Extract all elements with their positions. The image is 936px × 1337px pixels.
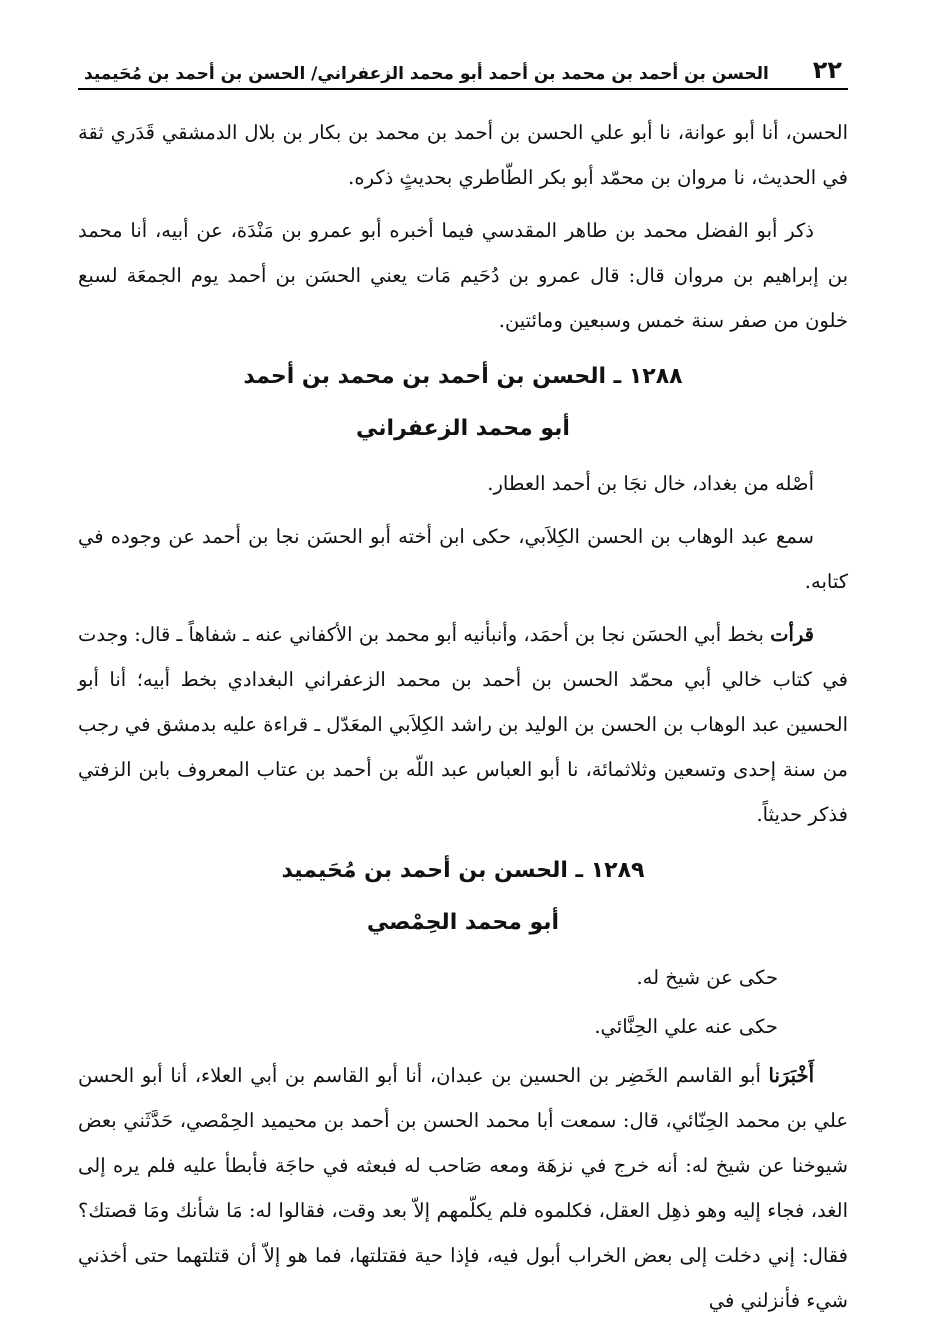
entry-1288-heading: ١٢٨٨ ـ الحسن بن أحمد بن محمد بن أحمد [243,364,683,389]
entry-1288-hearing: سمع عبد الوهاب بن الحسن الكِلاَبي، حكى ابن أخته أبو الحسَن نجا بن أحمد عن وجوده في كتابه. [78,525,848,593]
narration-text: بخط أبي الحسَن نجا بن أحمَد، وأنبأنيه أبو محمد بن الأكفاني عنه ـ شفاهاً ـ قال: وجدت في كتاب خالي أبي محمّد الحسن بن أحمد بن محمد الزعفراني البغدادي بخط أبيه؛ أنا أبو الحسين عبد الوهاب بن الحسن بن الوليد بن راشد الكِلاَبي المعَدّل ـ قراءة عليه بدمشق في رجب من سنة إحدى وتسعين وثلاثمائة، نا أبو العباس عبد اللّه بن أحمد بن عتاب المعروف بابن الزفتي فذكر حديثاً. [78,623,848,826]
entry-1289-line-1: حكى عن شيخ له. [636,966,778,989]
entry-1288-origin: أصْله من بغداد، خال نجَا بن أحمد العطار. [487,472,814,495]
book-page [78,50,848,1320]
page-number: ٢٢ [812,56,842,84]
running-head [78,50,848,90]
death-date-paragraph: ذكر أبو الفضل محمد بن طاهر المقدسي فيما أخبره أبو عمرو بن مَنْدَة، عن أبيه، أنا محمد بن إبراهيم بن مروان قال: قال عمرو بن دُحَيم مَات يعني الحسَن بن أحمد يوم الجمعَة لسبع خلون من صفر سنة خمس وسبعين ومائتين. [78,219,848,332]
narration-text: أبو القاسم الخَضِر بن الحسين بن عبدان، أنا أبو القاسم بن أبي العلاء، أنا أبو الحسن علي بن محمد الحِنّائي، قال: سمعت أبا محمد الحسن بن أحمد بن محيميد الحِمْصي، حَدَّثَني بعض شيوخنا عن شيخ له: أنه خرج في نزهَة ومعه صَاحب له فبعثه في حاجَة فأبطأ عليه فلم يره إلى الغد، فجاء إليه وهو ذهِل العقل، فكلموه فلم يكلّمهم إلاّ بعد وقت، فقالوا له: مَا شأنك ومَا قصتك؟ فقال: إني دخلت إلى بعض الخراب أبول فيه، فإذا حية فقتلتها، فما هو إلاّ أن قتلتهما حتى أخذني شيء فأنزلني في [78,1064,848,1312]
entry-1289-kunya: أبو محمد الحِمْصي [366,910,560,935]
running-head-title: الحسن بن أحمد بن محمد بن أحمد أبو محمد الزعفراني/ الحسن بن أحمد بن مُحَيميد [84,64,769,84]
continuation-paragraph: الحسن، أنا أبو عوانة، نا أبو علي الحسن بن أحمد بن محمد بن بكار بن بلال الدمشقي قَدَري ثقة في الحديث، نا مروان بن محمّد أبو بكر الطّاطري بحديثٍ ذكره. [78,121,848,189]
entry-1288-narration [78,612,848,837]
entry-1289-heading: ١٢٨٩ ـ الحسن بن أحمد بن مُحَيميد [281,858,645,883]
entry-1289-narration [78,1053,848,1323]
narration-lead-word: قرأت [770,623,814,646]
entry-1289-line-2: حكى عنه علي الحِنَّائي. [594,1015,778,1038]
page-body [78,110,848,1323]
narration-lead-word: أَخْبَرَنا [768,1064,814,1087]
entry-1288-kunya: أبو محمد الزعفراني [356,416,570,441]
